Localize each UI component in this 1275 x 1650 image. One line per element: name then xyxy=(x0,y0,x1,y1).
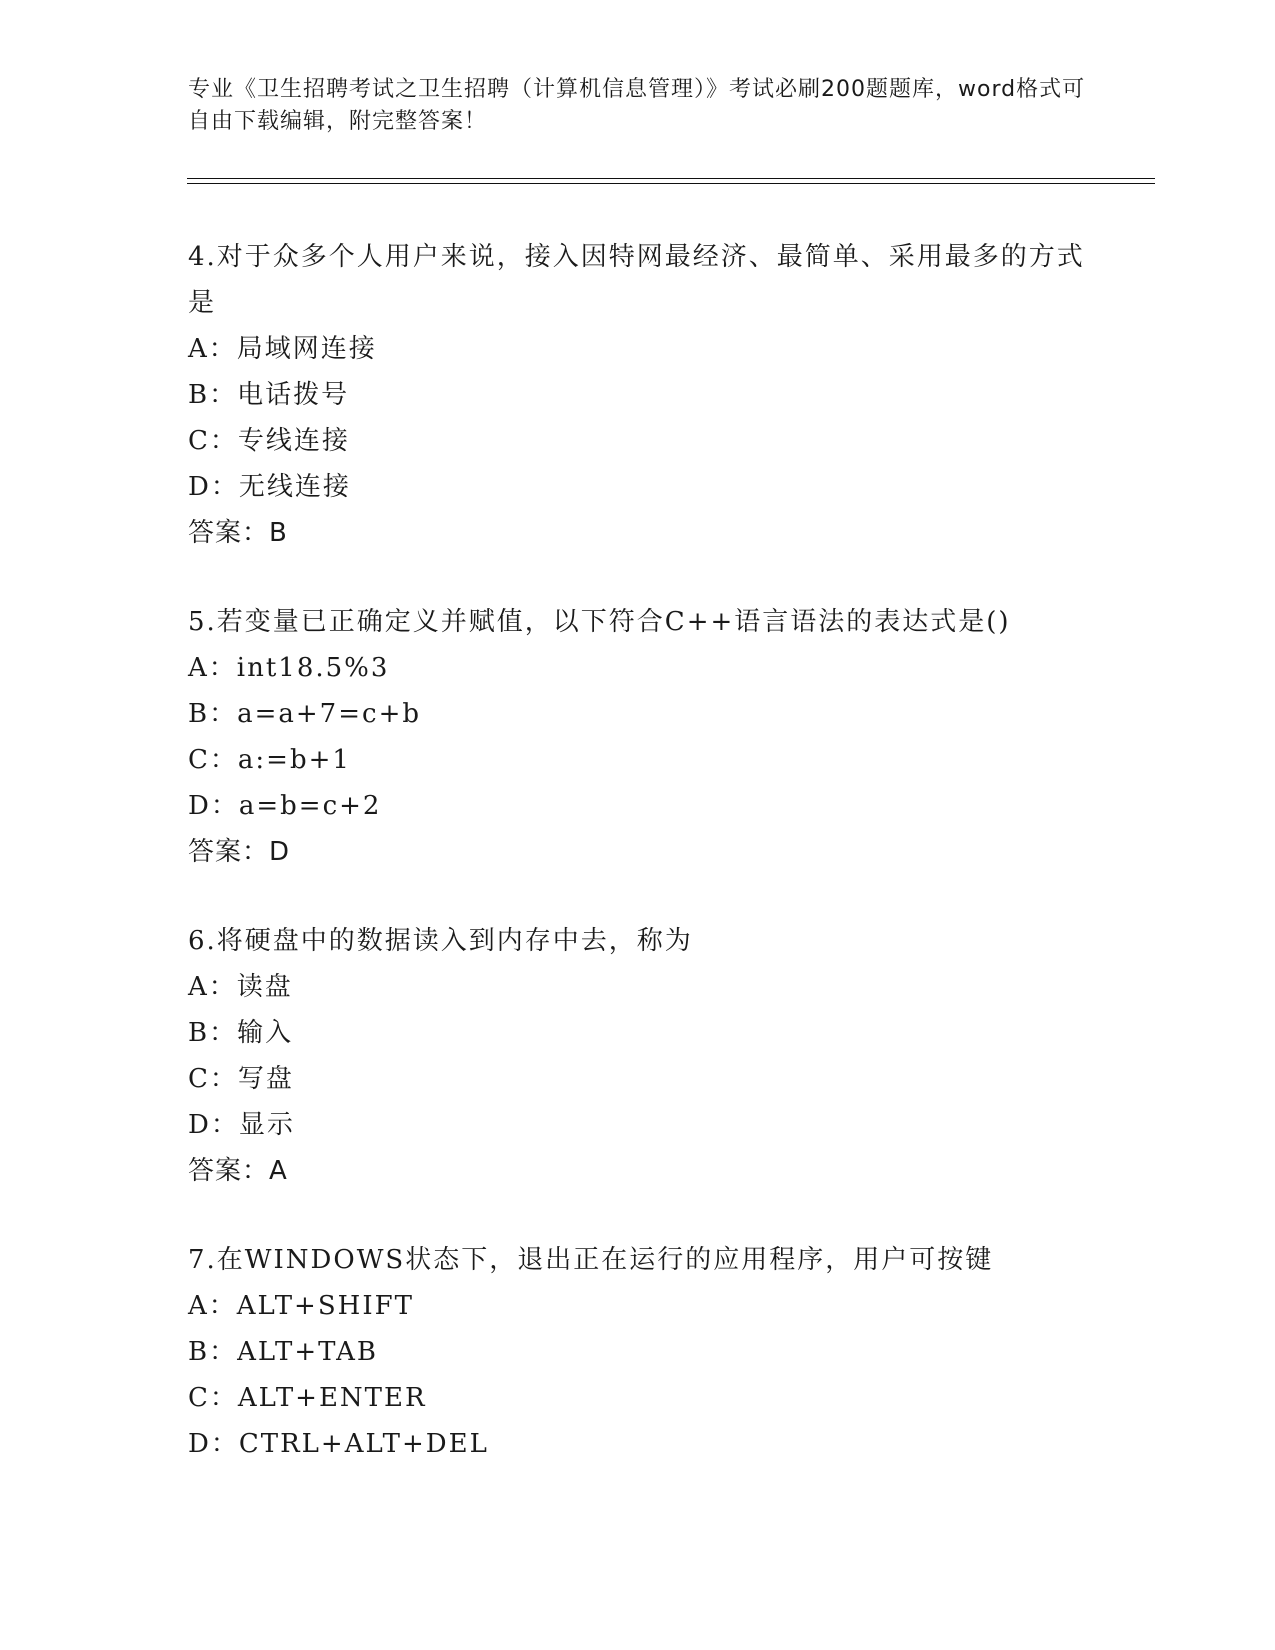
option-c xyxy=(188,418,1088,464)
option-letter: D： xyxy=(188,791,239,821)
answer-line: 答案：A xyxy=(188,1156,288,1186)
question-stem: 5.若变量已正确定义并赋值，以下符合C++语言语法的表达式是() xyxy=(188,607,1011,637)
question-stem: 7.在WINDOWS状态下，退出正在运行的应用程序，用户可按键 xyxy=(188,1245,994,1275)
option-text: CTRL+ALT+DEL xyxy=(238,1429,489,1459)
option-b xyxy=(188,1010,1088,1056)
option-text: ALT+ENTER xyxy=(237,1383,427,1413)
option-d xyxy=(188,1102,1088,1148)
option-text: a=a+7=c+b xyxy=(237,699,421,729)
answer-line: 答案：B xyxy=(188,518,288,548)
option-a xyxy=(188,964,1088,1010)
option-text: ALT+SHIFT xyxy=(236,1291,414,1321)
option-letter: B： xyxy=(188,1337,238,1367)
question-stem: 6.将硬盘中的数据读入到内存中去，称为 xyxy=(188,926,693,956)
question-7 xyxy=(188,1237,1088,1467)
option-b xyxy=(188,1329,1088,1375)
option-text: int18.5%3 xyxy=(236,653,390,683)
option-a xyxy=(188,1283,1088,1329)
option-c xyxy=(188,1056,1088,1102)
option-letter: B： xyxy=(188,380,238,410)
question-5 xyxy=(188,599,1088,875)
option-b xyxy=(188,691,1088,737)
option-b xyxy=(188,372,1088,418)
header-rule-top xyxy=(187,178,1155,179)
option-text: 显示 xyxy=(238,1110,295,1140)
option-letter: B： xyxy=(188,1018,238,1048)
option-text: 读盘 xyxy=(236,972,293,1002)
option-letter: A： xyxy=(188,653,237,683)
document-header: 专业《卫生招聘考试之卫生招聘（计算机信息管理）》考试必刷200题题库，word格式可自由下载编辑，附完整答案！ xyxy=(188,77,1086,134)
option-a xyxy=(188,645,1088,691)
question-6 xyxy=(188,918,1088,1194)
option-text: ALT+TAB xyxy=(237,1337,378,1367)
option-text: a=b=c+2 xyxy=(238,791,382,821)
answer-line: 答案：D xyxy=(188,837,291,867)
option-d xyxy=(188,1421,1088,1467)
option-text: 无线连接 xyxy=(238,472,351,502)
option-letter: A： xyxy=(188,334,237,364)
option-letter: C： xyxy=(188,426,238,456)
option-text: 输入 xyxy=(237,1018,294,1048)
question-stem: 4.对于众多个人用户来说，接入因特网最经济、最简单、采用最多的方式是 xyxy=(188,242,1085,318)
option-letter: C： xyxy=(188,745,238,775)
option-letter: C： xyxy=(188,1064,238,1094)
option-letter: D： xyxy=(188,1110,239,1140)
option-c xyxy=(188,737,1088,783)
option-letter: B： xyxy=(188,699,238,729)
option-letter: C： xyxy=(188,1383,238,1413)
header-rule-bottom xyxy=(187,183,1155,184)
option-text: a:=b+1 xyxy=(237,745,351,775)
question-4 xyxy=(188,234,1088,556)
option-text: 局域网连接 xyxy=(236,334,377,364)
option-text: 电话拨号 xyxy=(237,380,350,410)
option-a xyxy=(188,326,1088,372)
option-text: 专线连接 xyxy=(237,426,350,456)
option-c xyxy=(188,1375,1088,1421)
option-letter: A： xyxy=(188,1291,237,1321)
option-letter: D： xyxy=(188,1429,239,1459)
option-letter: D： xyxy=(188,472,239,502)
option-letter: A： xyxy=(188,972,237,1002)
option-d xyxy=(188,783,1088,829)
option-d xyxy=(188,464,1088,510)
option-text: 写盘 xyxy=(237,1064,294,1094)
